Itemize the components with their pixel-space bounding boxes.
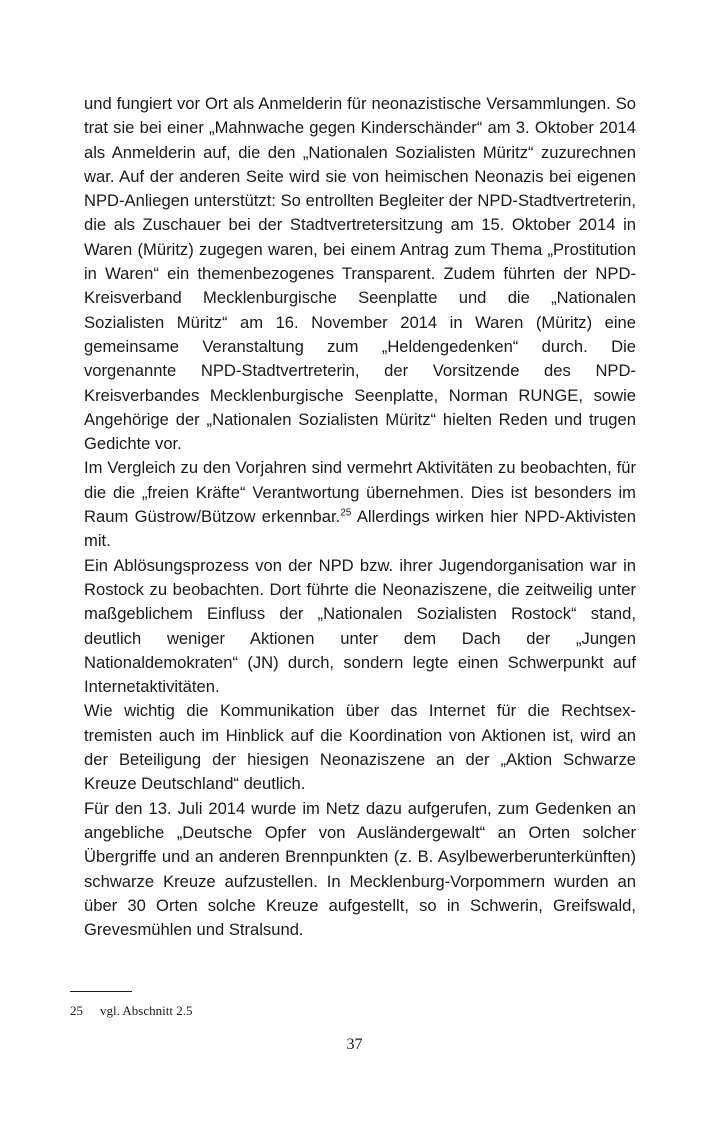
paragraph-text: Im Vergleich zu den Vorjahren sind vermehrt Aktivitäten zu beobachten, für die die „freien Kräfte“ Verantwortung übernehmen. Dies ist besonders im Raum Güstrow/Bützow erkennbar. [84, 458, 636, 527]
paragraph: und fungiert vor Ort als Anmelderin für neonazistische Versammlungen. So trat sie bei einer „Mahnwache gegen Kinderschänder“ am 3. Oktober 2014 als Anmelderin auf, die den „Nationalen Sozialisten Müritz“ zuzurechnen war. Auf der anderen Seite wird sie von heimischen Neonazis bei eigenen NPD-Anliegen unterstützt: So entrollten Begleiter der NPD-Stadtvertreterin, die als Zuschauer bei der Stadtvertretersitzung am 15. Oktober 2014 in Waren (Müritz) zugegen waren, bei einem Antrag zum Thema „Prostitution in Waren“ ein themenbezogenes Transparent. Zudem führten der NPD-Kreisverband Mecklenburgische Seenplatte und die „Nationalen Sozialisten Müritz“ am 16. November 2014 in Waren (Müritz) eine gemeinsame Veranstaltung zum „Heldengedenken“ durch. Die vorgenannte NPD-Stadtvertreterin, der Vorsitzende des NPD-Kreisverbandes Mecklenburgische Seenplatte, Norman RUNGE, sowie Angehörige der „Nationalen Sozialisten Müritz“ hielten Reden und trugen Gedichte vor. [84, 94, 636, 454]
paragraph: Wie wichtig die Kommunikation über das Internet für die Rechtsextremisten auch im Hinblick auf die Koordination von Aktionen ist, wird an der Beteiligung der hiesigen Neonaziszene an der „Aktion Schwarze Kreuze Deutschland“ deutlich. [84, 701, 636, 794]
footnote-reference[interactable]: 25 [340, 507, 352, 519]
paragraph [84, 456, 636, 553]
paragraph: Für den 13. Juli 2014 wurde im Netz dazu aufgerufen, zum Gedenken an angebliche „Deutsche Opfer von Ausländergewalt“ an Orten solcher Übergriffe und an anderen Brennpunkten (z. B. Asylbewerberunterkünften) schwarze Kreuze aufzustellen. In Mecklenburg-Vorpommern wurden an über 30 Orten solche Kreuze aufgestellt, so in Schwerin, Greifswald, Grevesmühlen und Stralsund. [84, 798, 636, 940]
footnote-divider [70, 991, 132, 992]
page-number: 37 [346, 1036, 363, 1053]
main-text [84, 92, 636, 942]
page-body [84, 92, 636, 942]
paragraph-text: Allerdings wirken hier NPD-Aktivisten mit. [84, 507, 636, 551]
footnote [70, 1002, 192, 1020]
footnote-text: vgl. Abschnitt 2.5 [100, 1003, 193, 1018]
paragraph: Ein Ablösungsprozess von der NPD bzw. ihrer Jugendorganisation war in Rostock zu beobachten. Dort führte die Neonaziszene, die zeitweilig unter maßgeblichem Einfluss der „Nationalen Sozialisten Rostock“ stand, deutlich weniger Aktionen unter dem Dach der „Jungen Nationaldemokraten“ (JN) durch, sondern legte einen Schwerpunkt auf Internetaktivitäten. [84, 555, 636, 697]
footnote-number: 25 [70, 1003, 83, 1018]
